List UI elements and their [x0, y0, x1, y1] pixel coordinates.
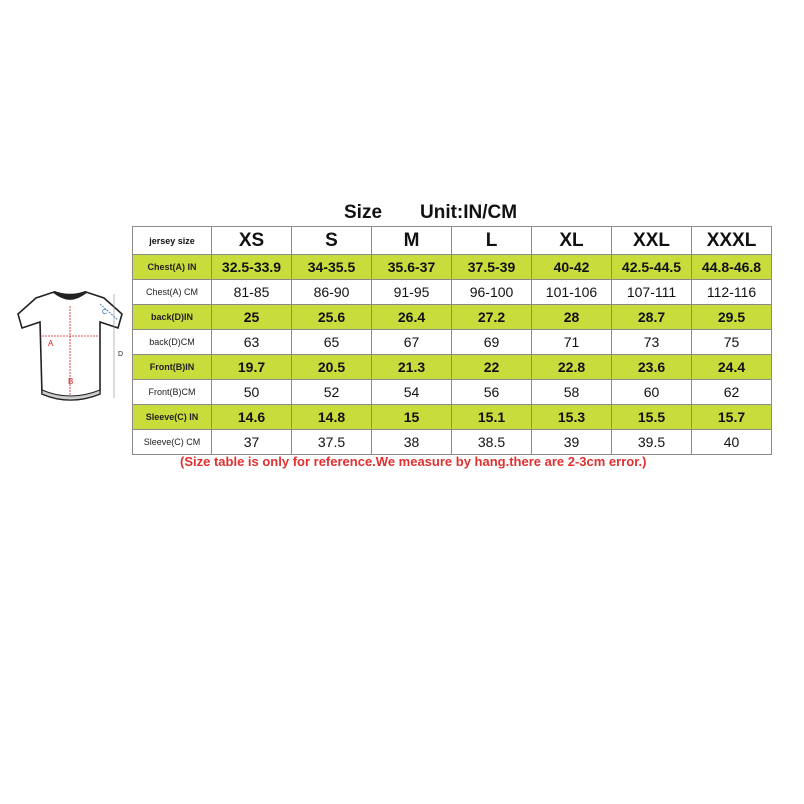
- table-cell: 14.8: [292, 405, 372, 430]
- label-d: D: [118, 351, 124, 358]
- table-cell: 44.8-46.8: [692, 255, 772, 280]
- table-cell: 101-106: [532, 280, 612, 305]
- row-label: Front(B)CM: [133, 380, 212, 405]
- table-row: [133, 380, 772, 405]
- table-cell: 107-111: [612, 280, 692, 305]
- table-cell: 15: [372, 405, 452, 430]
- table-cell: 39: [532, 430, 612, 455]
- table-cell: 56: [452, 380, 532, 405]
- table-cell: 60: [612, 380, 692, 405]
- table-cell: 38.5: [452, 430, 532, 455]
- table-cell: 62: [692, 380, 772, 405]
- table-cell: 81-85: [212, 280, 292, 305]
- row-label: Sleeve(C) IN: [133, 405, 212, 430]
- table-cell: 58: [532, 380, 612, 405]
- table-cell: 71: [532, 330, 612, 355]
- jersey-diagram: [14, 284, 130, 408]
- row-label: Front(B)IN: [133, 355, 212, 380]
- table-cell: 35.6-37: [372, 255, 452, 280]
- size-table: [132, 226, 772, 455]
- table-cell: 54: [372, 380, 452, 405]
- table-cell: 37: [212, 430, 292, 455]
- label-a: A: [48, 339, 54, 348]
- row-label: back(D)IN: [133, 305, 212, 330]
- table-cell: 65: [292, 330, 372, 355]
- table-row: [133, 280, 772, 305]
- table-cell: 37.5: [292, 430, 372, 455]
- table-cell: 25: [212, 305, 292, 330]
- size-header: XXL: [612, 227, 692, 255]
- table-cell: 21.3: [372, 355, 452, 380]
- label-b: B: [68, 377, 74, 386]
- table-cell: 27.2: [452, 305, 532, 330]
- row-label: Sleeve(C) CM: [133, 430, 212, 455]
- size-header-row: [133, 227, 772, 255]
- table-cell: 25.6: [292, 305, 372, 330]
- table-cell: 20.5: [292, 355, 372, 380]
- table-cell: 26.4: [372, 305, 452, 330]
- table-cell: 38: [372, 430, 452, 455]
- table-cell: 15.5: [612, 405, 692, 430]
- size-header: M: [372, 227, 452, 255]
- table-cell: 32.5-33.9: [212, 255, 292, 280]
- table-cell: 28.7: [612, 305, 692, 330]
- table-cell: 19.7: [212, 355, 292, 380]
- table-cell: 14.6: [212, 405, 292, 430]
- table-cell: 37.5-39: [452, 255, 532, 280]
- table-row: [133, 430, 772, 455]
- table-row: [133, 355, 772, 380]
- table-row: [133, 330, 772, 355]
- table-cell: 91-95: [372, 280, 452, 305]
- row-label: back(D)CM: [133, 330, 212, 355]
- unit-title: Unit:IN/CM: [420, 202, 518, 223]
- reference-note: (Size table is only for reference.We measure by hang.there are 2-3cm error.): [180, 454, 647, 469]
- corner-label: jersey size: [133, 227, 212, 255]
- table-cell: 24.4: [692, 355, 772, 380]
- size-header: XS: [212, 227, 292, 255]
- table-cell: 15.1: [452, 405, 532, 430]
- table-cell: 86-90: [292, 280, 372, 305]
- size-header: S: [292, 227, 372, 255]
- table-cell: 42.5-44.5: [612, 255, 692, 280]
- table-title: [0, 202, 804, 226]
- table-cell: 40-42: [532, 255, 612, 280]
- table-cell: 22: [452, 355, 532, 380]
- table-cell: 50: [212, 380, 292, 405]
- table-cell: 39.5: [612, 430, 692, 455]
- table-cell: 52: [292, 380, 372, 405]
- size-header: XL: [532, 227, 612, 255]
- table-cell: 15.7: [692, 405, 772, 430]
- table-cell: 69: [452, 330, 532, 355]
- table-cell: 73: [612, 330, 692, 355]
- table-cell: 40: [692, 430, 772, 455]
- row-label: Chest(A) IN: [133, 255, 212, 280]
- row-label: Chest(A) CM: [133, 280, 212, 305]
- table-cell: 96-100: [452, 280, 532, 305]
- table-cell: 75: [692, 330, 772, 355]
- size-header: L: [452, 227, 532, 255]
- table-cell: 34-35.5: [292, 255, 372, 280]
- table-cell: 63: [212, 330, 292, 355]
- label-c: C: [102, 309, 108, 316]
- table-cell: 29.5: [692, 305, 772, 330]
- table-cell: 23.6: [612, 355, 692, 380]
- size-header: XXXL: [692, 227, 772, 255]
- size-title: Size: [344, 202, 383, 223]
- table-cell: 28: [532, 305, 612, 330]
- table-cell: 112-116: [692, 280, 772, 305]
- table-cell: 67: [372, 330, 452, 355]
- table-row: [133, 305, 772, 330]
- table-row: [133, 405, 772, 430]
- table-cell: 15.3: [532, 405, 612, 430]
- table-cell: 22.8: [532, 355, 612, 380]
- table-row: [133, 255, 772, 280]
